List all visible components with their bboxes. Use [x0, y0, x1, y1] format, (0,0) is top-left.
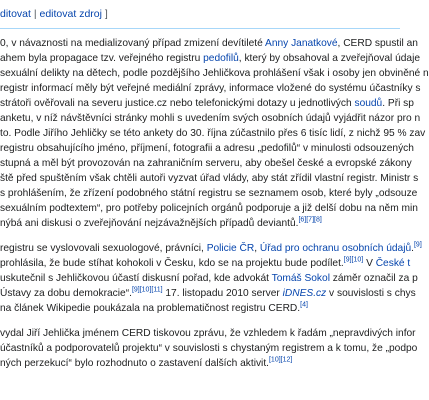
wiki-link[interactable]: Tomáš Sokol — [271, 273, 330, 284]
edit-bar-separator: | — [30, 8, 40, 20]
text-run: 0, v návaznosti na medializovaný případ zmizení devítileté — [0, 38, 266, 49]
text-run: . — [411, 243, 414, 254]
text-run: vydal Jiří Jehlička jménem CERD tiskovou zprávu, že vzhledem k řadám „nepravdivých infor — [0, 328, 416, 339]
text-run: V — [363, 258, 376, 269]
text-line — [0, 81, 421, 96]
text-line — [0, 141, 414, 156]
article-paragraph — [0, 241, 422, 316]
edit-bar-end: ] — [101, 8, 108, 20]
edit-link[interactable]: ditovat — [0, 8, 31, 20]
text-run: nýbá ani diskusi o zveřejňování nejzávažnějších případů deviantů. — [0, 218, 299, 229]
text-line — [0, 111, 421, 126]
text-line — [0, 36, 418, 51]
text-run: , který by obsahoval a zveřejňoval údaje — [238, 53, 421, 64]
text-line — [0, 271, 418, 286]
article-paragraph — [0, 36, 429, 231]
article-paragraph — [0, 326, 418, 371]
text-run: strátoři ověřovali na severu justice.cz nebo telefonickými dotazy u jednotlivých — [0, 98, 355, 109]
text-run: stupná a měl být provozován na zahraničním serveru, aby obešel české a evropské zákony — [0, 158, 412, 169]
text-line — [0, 241, 422, 256]
text-run: záměr označil za p — [329, 273, 418, 284]
text-run: s prohlášením, že zřízení podobného státní registru se seznamem osob, které byly „odsouze — [0, 188, 418, 199]
text-line — [0, 341, 418, 356]
text-run: registru obsahujícího jméno, příjmení, fotografii a adresu „pedofilů“ v minulosti odsouzených — [0, 143, 414, 154]
text-run: ných perzekucí“ bylo rozhodnuto o zastavení dalších aktivit. — [0, 358, 269, 369]
text-run: . Při sp — [382, 98, 414, 109]
text-run: anketu, v níž návštěvníci stránky mohli s uvedením svých osobních údajů vyjádřit názor pro n — [0, 113, 421, 124]
text-line — [0, 286, 416, 301]
text-run: to. Podle Jiřího Jehličky se této ankety do 30. října zúčastnilo přes 6 tisíc lidí, z nichž 95 % zav — [0, 128, 426, 139]
citation-reference[interactable]: [10][12] — [268, 356, 293, 364]
wiki-link[interactable]: Anny Janatkové — [265, 38, 338, 49]
wiki-link[interactable]: Policie ČR — [206, 243, 255, 254]
text-line — [0, 256, 411, 271]
text-line — [0, 51, 421, 66]
citation-reference[interactable]: [9][10][11] — [131, 286, 163, 294]
text-run: ště před spuštěním však chtěli autoři vyzvat úřad vlády, aby stát zřídil vlastní registr. Ministr s — [0, 173, 419, 184]
citation-reference[interactable]: [4] — [300, 301, 308, 309]
text-run: , — [254, 243, 260, 254]
text-line — [0, 96, 414, 111]
citation-reference[interactable]: [9] — [413, 241, 422, 249]
article-body — [0, 36, 429, 381]
text-run: registru se vyslovovali sexuologové, právníci, — [0, 243, 207, 254]
citation-reference[interactable]: [9][10] — [343, 256, 364, 264]
text-line — [0, 66, 429, 81]
text-run: v souvislosti s chys — [326, 288, 416, 299]
text-line — [0, 326, 416, 341]
text-line — [0, 216, 408, 231]
wiki-link[interactable]: soudů — [354, 98, 383, 109]
text-run: uskutečnil s Jehličkovou účastí diskusní pořad, kde advokát — [0, 273, 272, 284]
text-run: sexuální delikty na dětech, podle pozdějšího Jehličkova prohlášení však i osoby jen obviněné n — [0, 68, 429, 79]
text-run: účastníků a podporovatelů projektu“ v souvislosti s chystaným registrem a k tomu, že „podpo — [0, 343, 418, 354]
text-run: sexuálním podtextem“, pro potřeby policejních orgánů podporuje a již delší dobu na něm min — [0, 203, 418, 214]
citation-reference[interactable]: [6][7][8] — [298, 216, 322, 224]
edit-source-link[interactable]: editovat zdroj — [39, 8, 102, 20]
text-run: Ústavy za dobu demokracie“. — [0, 288, 132, 299]
text-line — [0, 126, 426, 141]
text-line — [0, 186, 418, 201]
text-run: na článek Wikipedie poukázala na problematičnost registru CERD. — [0, 303, 301, 314]
text-line — [0, 301, 408, 316]
text-line — [0, 356, 408, 371]
wiki-link[interactable]: iDNES.cz — [282, 288, 327, 299]
text-line — [0, 171, 419, 186]
text-run: prohlásila, že bude stíhat kohokoli v Česku, kdo se na projektu bude podílet. — [0, 258, 344, 269]
text-line — [0, 156, 412, 171]
section-edit-bar — [0, 0, 400, 29]
text-run: , CERD spustil an — [337, 38, 418, 49]
text-run: ahem byla propagace tzv. veřejného registru — [0, 53, 204, 64]
wiki-link[interactable]: České t — [375, 258, 411, 269]
text-run: registr informací měly být veřejné mediální zprávy, informace vložené do systému účastníky s — [0, 83, 421, 94]
wiki-link[interactable]: pedofilů — [203, 53, 239, 64]
text-line — [0, 201, 418, 216]
text-run: 17. listopadu 2010 server — [162, 288, 283, 299]
wiki-link[interactable]: Úřad pro ochranu osobních údajů — [259, 243, 412, 254]
